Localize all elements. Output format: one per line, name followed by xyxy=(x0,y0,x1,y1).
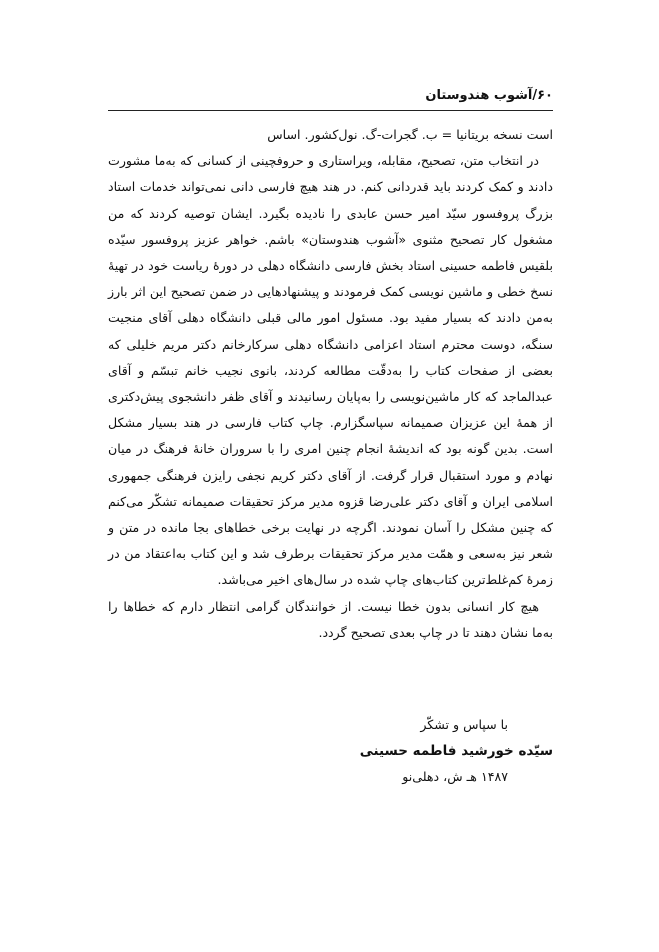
page-header xyxy=(108,88,553,111)
signature-thanks: با سپاس و تشکّر xyxy=(420,717,508,732)
signature-date-place: ۱۴۸۷ هـ ش، دهلی‌نو xyxy=(402,769,508,784)
paragraph-acknowledgements: در انتخاب متن، تصحیح، مقابله، ویراستاری و حروفچینی از کسانی که به‌ما مشورت دادند و کمک کردند باید قدردانی کنم. در هند هیچ فارسی دانی نمی‌تواند خدمات استاد بزرگ پروفسور سیّد امیر حسن عابدی را نادیده بگیرد. ایشان توصیه کردند که من مشغول کار تصحیح مثنوی «آشوب هندوستان» باشم. خواهر عزیز پروفسور سیّده بلقیس فاطمه حسینی استاد بخش فارسی دانشگاه دهلی در دورهٔ ریاست خود در تهیهٔ نسخ خطی و ماشین نویسی کمک فرمودند و پیشنهادهایی در ضمن تصحیح این اثر بارز به‌من دادند که بسیار مفید بود. مسئول امور مالی قبلی دانشگاه دهلی آقای منجیت سنگه، دوست محترم استاد اعزامی دانشگاه دهلی سرکارخانم دکتر مریم خلیلی که بعضی از صفحات کتاب را به‌دقّت مطالعه کردند، بانوی نجیب خانم تبسّم و آقای عبدالماجد که کار ماشین‌نویسی را به‌پایان رسانیدند و آقای ظفر دانشجوی پیش‌دکتری از همهٔ این عزیزان صمیمانه سپاسگزارم. چاپ کتاب فارسی در هند بسیار مشکل است. بدین گونه بود که اندیشهٔ انجام چنین امری را با سروران خانهٔ فرهنگ در میان نهادم و مورد استقبال قرار گرفت. از آقای دکتر کریم نجفی رایزن فرهنگی جمهوری اسلامی ایران و آقای دکتر علی‌رضا قزوه مدیر مرکز تحقیقات صمیمانه تشکّر می‌کنم که چنین مشکل را آسان نمودند. اگرچه در نهایت برخی خطاهای بجا مانده در متن و شعر نیز به‌سعی و همّت مدیر مرکز تحقیقات برطرف شد و این کتاب به‌اعتقاد من در زمرهٔ کم‌غلط‌ترین کتاب‌های چاپ شده در سال‌های اخیر می‌باشد. xyxy=(108,153,553,588)
signature-block xyxy=(240,712,553,790)
paragraph-closing: هیچ کار انسانی بدون خطا نیست. از خوانندگان گرامی انتظار دارم که خطاها را به‌ما نشان دهند تا در چاپ بعدی تصحیح گردد. xyxy=(108,598,553,640)
body-text xyxy=(108,122,553,646)
paragraph-continuation: است نسخه بریتانیا = ب. گجرات-گ. نول‌کشور. اساس xyxy=(267,127,553,142)
running-head: ۶۰/آشوب هندوستان xyxy=(425,88,553,103)
signature-name: سیّده خورشید فاطمه حسینی xyxy=(359,743,553,759)
